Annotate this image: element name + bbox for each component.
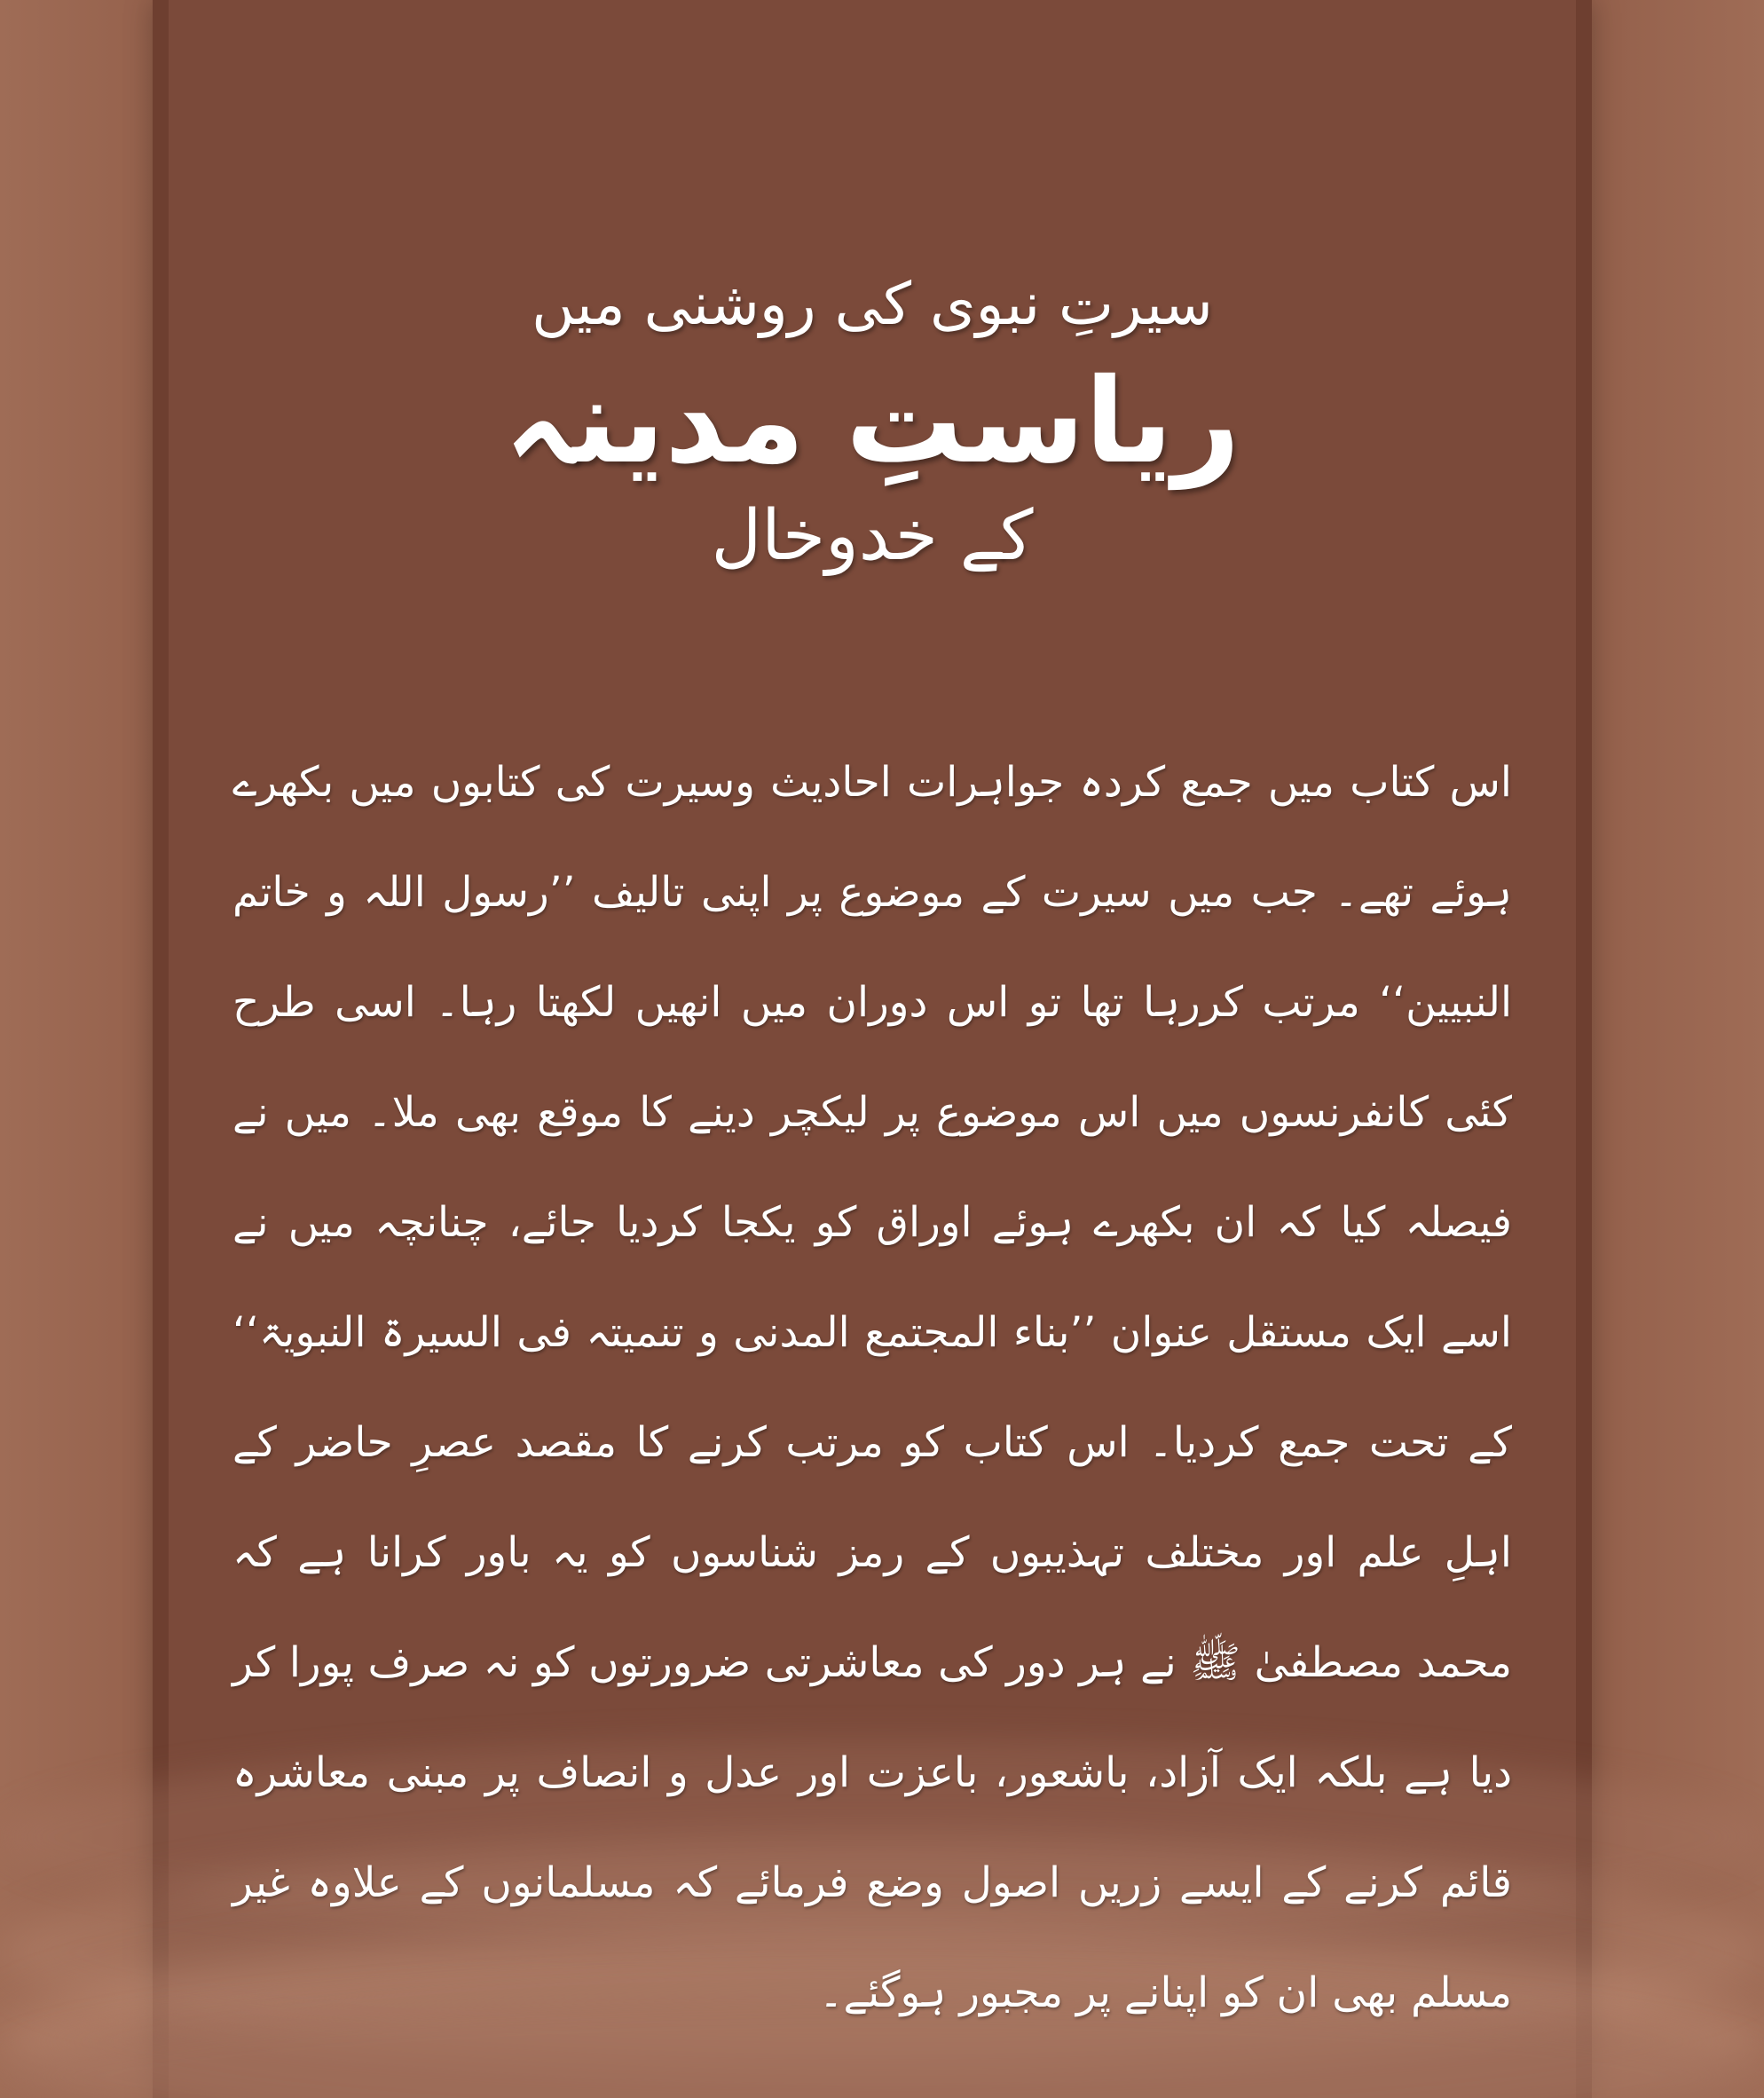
title-block: [153, 266, 1592, 582]
book-description: اس کتاب میں جمع کردہ جواہرات احادیث وسیرت کی کتابوں میں بکھرے ہوئے تھے۔ جب میں سیرت کے موضوع پر اپنی تالیف ’’رسول اللہ و خاتم النبیین‘‘ مرتب کررہا تھا تو اس دوران میں انھیں لکھتا رہا۔ اسی طرح کئی کانفرنسوں میں اس موضوع پر لیکچر دینے کا موقع بھی ملا۔ میں نے فیصلہ کیا کہ ان بکھرے ہوئے اوراق کو یکجا کردیا جائے، چنانچہ میں نے اسے ایک مستقل عنوان ’’بناء المجتمع المدنی و تنمیتہ فی السیرۃ النبویۃ‘‘ کے تحت جمع کردیا۔ اس کتاب کو مرتب کرنے کا مقصد عصرِ حاضر کے اہلِ علم اور مختلف تہذیبوں کے رمز شناسوں کو یہ باور کرانا ہے کہ محمد مصطفیٰ ﷺ نے ہر دور کی معاشرتی ضرورتوں کو نہ صرف پورا کر دیا ہے بلکہ ایک آزاد، باشعور، باعزت اور عدل و انصاف پر مبنی معاشرہ قائم کرنے کے ایسے زریں اصول وضع فرمائے کہ مسلمانوں کے علاوہ غیر مسلم بھی ان کو اپنانے پر مجبور ہوگئے۔: [232, 758, 1512, 2017]
title-prefix: سیرتِ نبوی کی روشنی میں: [532, 270, 1213, 338]
title-suffix: کے خدوخال: [711, 496, 1034, 577]
book-title: ریاستِ مدینہ: [504, 352, 1240, 490]
